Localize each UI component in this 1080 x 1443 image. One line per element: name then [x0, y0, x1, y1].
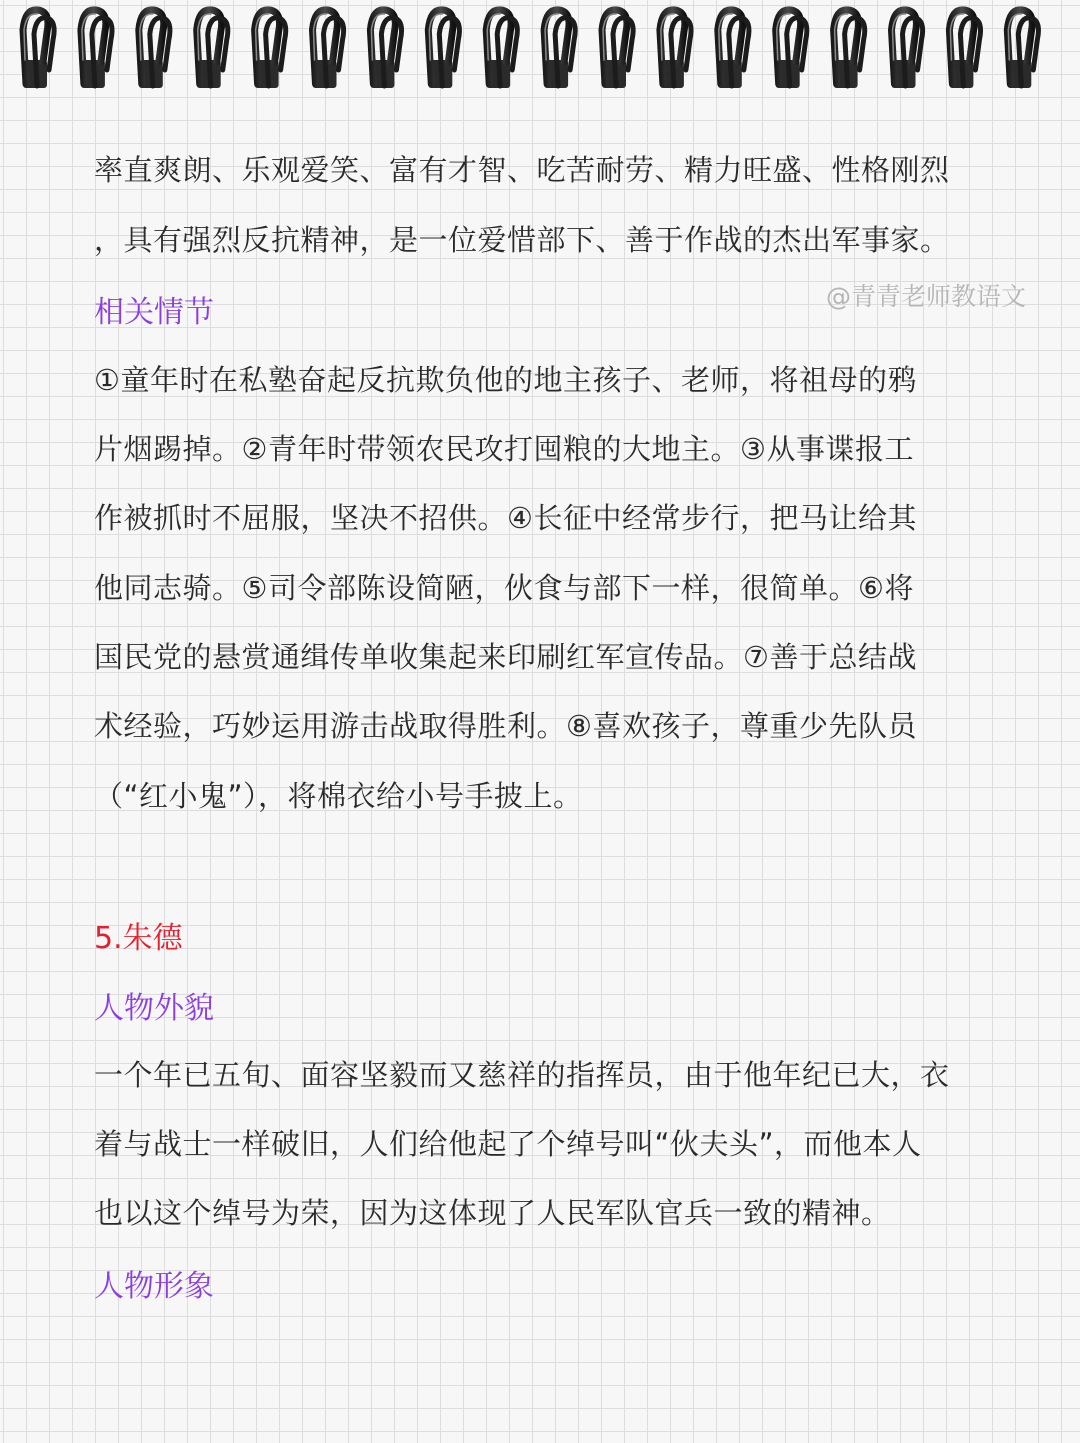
binding-ring [892, 10, 923, 88]
binding-ring [776, 10, 807, 88]
binding-ring [602, 10, 633, 88]
binding-ring [313, 10, 344, 88]
binding-ring [949, 10, 980, 88]
appearance-line-1: 一个年已五旬、面容坚毅而又慈祥的指挥员，由于他年纪已大，衣 [94, 1058, 950, 1092]
binding-ring [255, 10, 286, 88]
traits-line-1: 率直爽朗、乐观爱笑、富有才智、吃苦耐劳、精力旺盛、性格刚烈 [94, 153, 950, 187]
appearance-heading: 人物外貌 [94, 991, 214, 1026]
watermark: @青青老师教语文 [826, 282, 1027, 311]
plot-line-2: 片烟踢掉。②青年时带领农民攻打囤粮的大地主。③从事谍报工 [94, 432, 914, 466]
plot-line-1: ①童年时在私塾奋起反抗欺负他的地主孩子、老师，将祖母的鸦 [94, 363, 917, 397]
section-title: 5.朱德 [94, 921, 183, 956]
spiral-binding [0, 0, 1080, 100]
binding-ring [428, 10, 459, 88]
binding-ring [81, 10, 112, 88]
binding-ring [139, 10, 170, 88]
binding-ring [660, 10, 691, 88]
binding-ring [1007, 10, 1038, 88]
plot-heading: 相关情节 [94, 295, 214, 330]
plot-line-7: （“红小鬼”），将棉衣给小号手披上。 [94, 779, 583, 813]
appearance-line-3: 也以这个绰号为荣，因为这体现了人民军队官兵一致的精神。 [94, 1196, 891, 1230]
binding-ring [370, 10, 401, 88]
image-heading: 人物形象 [94, 1269, 214, 1304]
plot-line-3: 作被抓时不屈服，坚决不招供。④长征中经常步行，把马让给其 [94, 501, 917, 535]
traits-line-2: ，具有强烈反抗精神，是一位爱惜部下、善于作战的杰出军事家。 [94, 223, 950, 257]
binding-ring [486, 10, 517, 88]
binding-ring [834, 10, 865, 88]
binding-ring [718, 10, 749, 88]
appearance-line-2: 着与战士一样破旧，人们给他起了个绰号叫“伙夫头”，而他本人 [94, 1127, 922, 1161]
plot-line-5: 国民党的悬赏通缉传单收集起来印刷红军宣传品。⑦善于总结战 [94, 640, 917, 674]
plot-line-4: 他同志骑。⑤司令部陈设简陋，伙食与部下一样，很简单。⑥将 [94, 571, 914, 605]
plot-line-6: 术经验，巧妙运用游击战取得胜利。⑧喜欢孩子，尊重少先队员 [94, 709, 917, 743]
binding-ring [197, 10, 228, 88]
binding-ring [544, 10, 575, 88]
binding-ring [23, 10, 54, 88]
